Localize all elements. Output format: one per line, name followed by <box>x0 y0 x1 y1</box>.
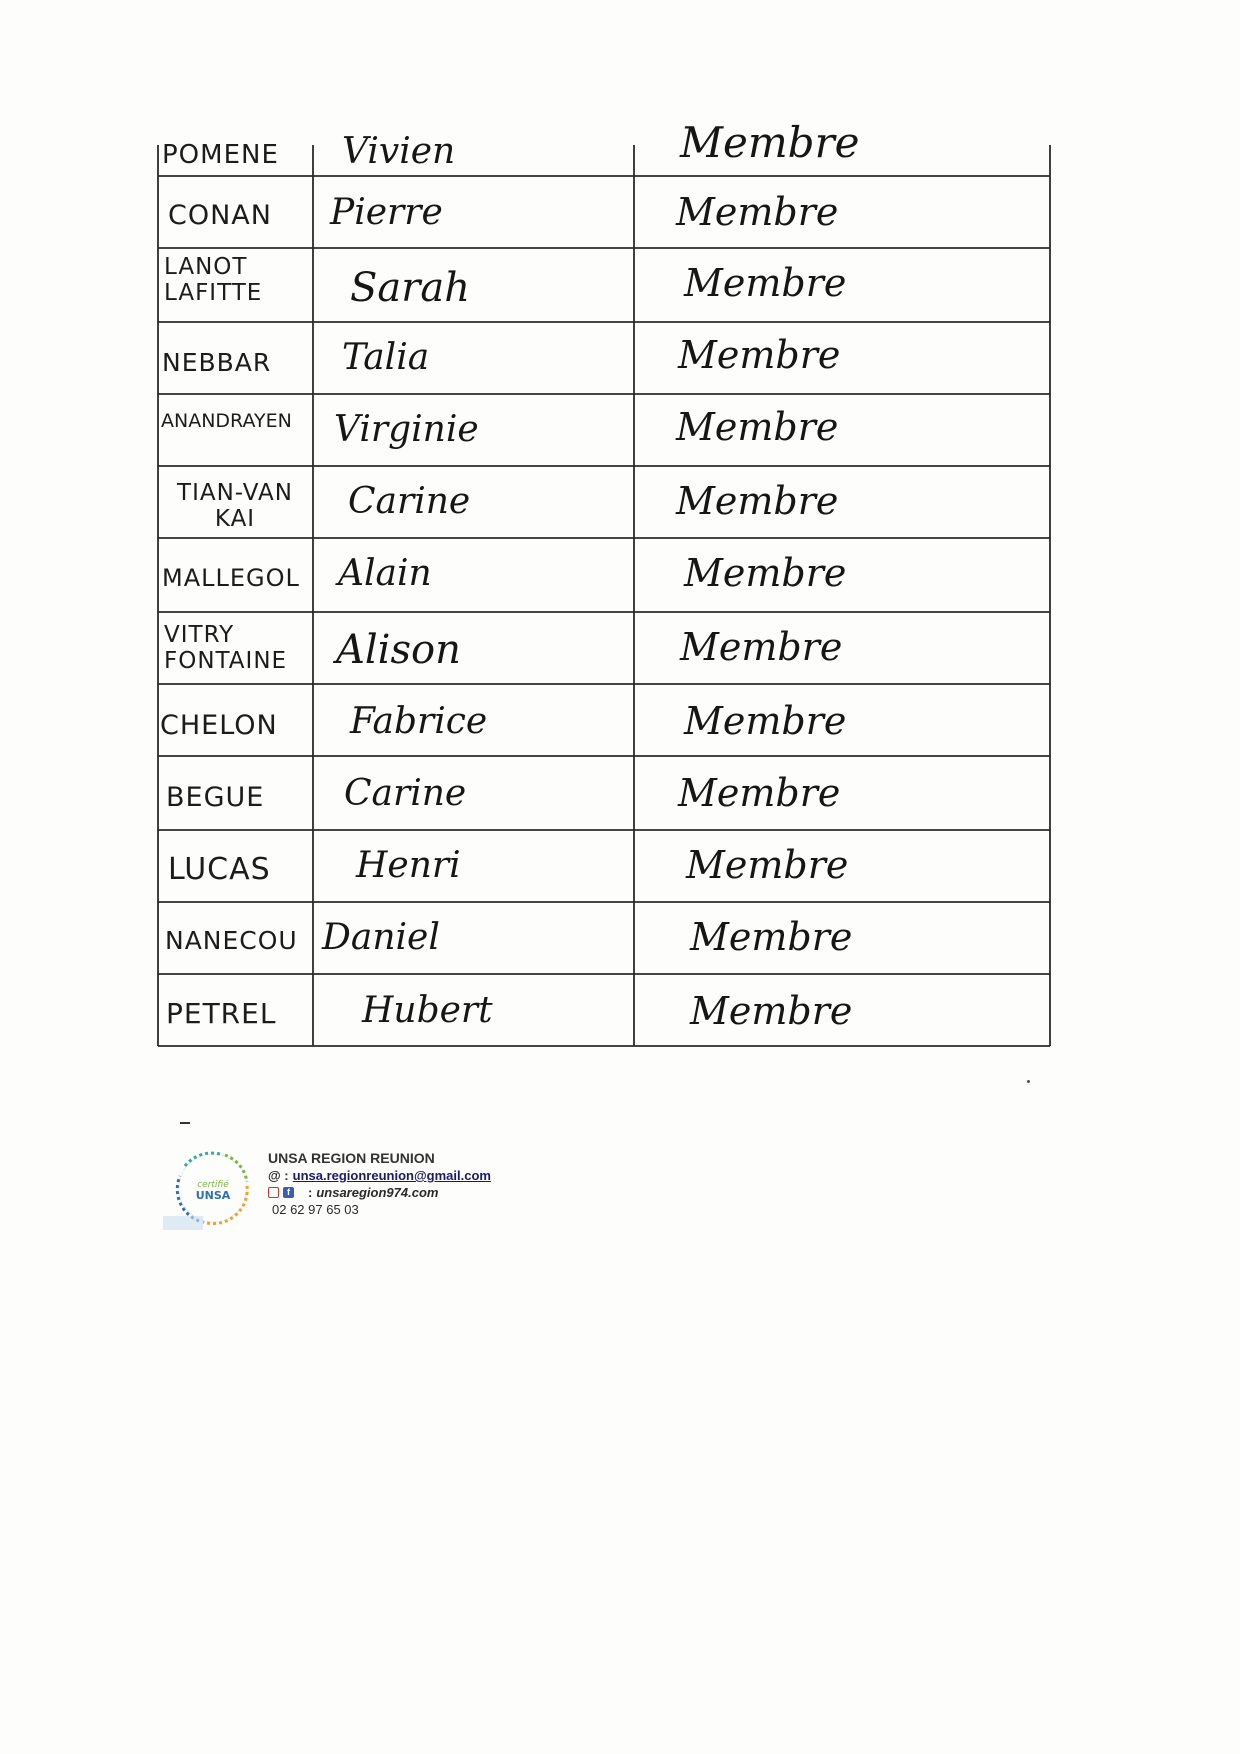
member-first-name: Alison <box>336 627 461 673</box>
org-name: UNSA REGION REUNION <box>268 1150 435 1166</box>
member-role: Membre <box>678 771 841 815</box>
member-role: Membre <box>676 405 839 449</box>
member-first-name: Hubert <box>362 990 493 1031</box>
member-last-name: LANOT LAFITTE <box>164 254 263 307</box>
member-last-name: PETREL <box>166 997 277 1030</box>
phone-number: 02 62 97 65 03 <box>272 1202 359 1217</box>
member-first-name: Daniel <box>322 917 440 958</box>
member-last-name: VITRY FONTAINE <box>164 622 288 675</box>
member-role: Membre <box>678 333 841 377</box>
member-first-name: Pierre <box>330 192 443 233</box>
member-first-name: Talia <box>342 337 430 378</box>
member-role: Membre <box>676 479 839 523</box>
logo-certified-text: certifié <box>197 1180 229 1190</box>
member-last-name: NEBBAR <box>162 348 272 377</box>
member-first-name: Carine <box>344 773 467 814</box>
member-last-name: ANANDRAYEN <box>161 410 292 432</box>
member-last-name: POMENE <box>162 140 279 170</box>
member-last-name: BEGUE <box>166 782 265 813</box>
member-first-name: Virginie <box>334 409 479 450</box>
member-last-name: CONAN <box>168 200 272 231</box>
website-row <box>268 1185 438 1200</box>
member-last-name: MALLEGOL <box>162 564 300 592</box>
member-role: Membre <box>684 551 847 595</box>
member-role: Membre <box>684 261 847 305</box>
email-link[interactable]: unsa.regionreunion@gmail.com <box>292 1168 491 1183</box>
member-role: Membre <box>690 989 853 1033</box>
member-first-name: Henri <box>356 845 461 886</box>
email-row <box>268 1168 491 1183</box>
logo-unsa-text: UNSA <box>195 1189 231 1202</box>
scan-mark <box>1027 1080 1030 1083</box>
unsa-certified-logo <box>163 1146 271 1232</box>
member-first-name: Carine <box>348 481 471 522</box>
member-last-name: LUCAS <box>168 852 271 887</box>
member-first-name: Fabrice <box>350 701 488 742</box>
member-first-name: Sarah <box>350 265 470 311</box>
mail-icon <box>268 1187 279 1198</box>
member-first-name: Vivien <box>342 131 456 172</box>
scan-mark <box>180 1122 190 1124</box>
member-last-name: NANECOU <box>165 926 298 955</box>
member-last-name: TIAN-VAN KAI <box>177 480 293 533</box>
member-first-name: Alain <box>338 553 432 594</box>
facebook-icon: f <box>283 1187 294 1198</box>
member-role: Membre <box>676 190 839 234</box>
member-role: Membre <box>680 118 860 167</box>
email-prefix: @ : <box>268 1168 289 1183</box>
member-role: Membre <box>686 843 849 887</box>
member-role: Membre <box>684 699 847 743</box>
member-last-name: CHELON <box>160 710 278 741</box>
website-text: unsaregion974.com <box>316 1185 439 1200</box>
website-prefix: : <box>308 1185 313 1200</box>
member-role: Membre <box>680 625 843 669</box>
member-role: Membre <box>690 915 853 959</box>
